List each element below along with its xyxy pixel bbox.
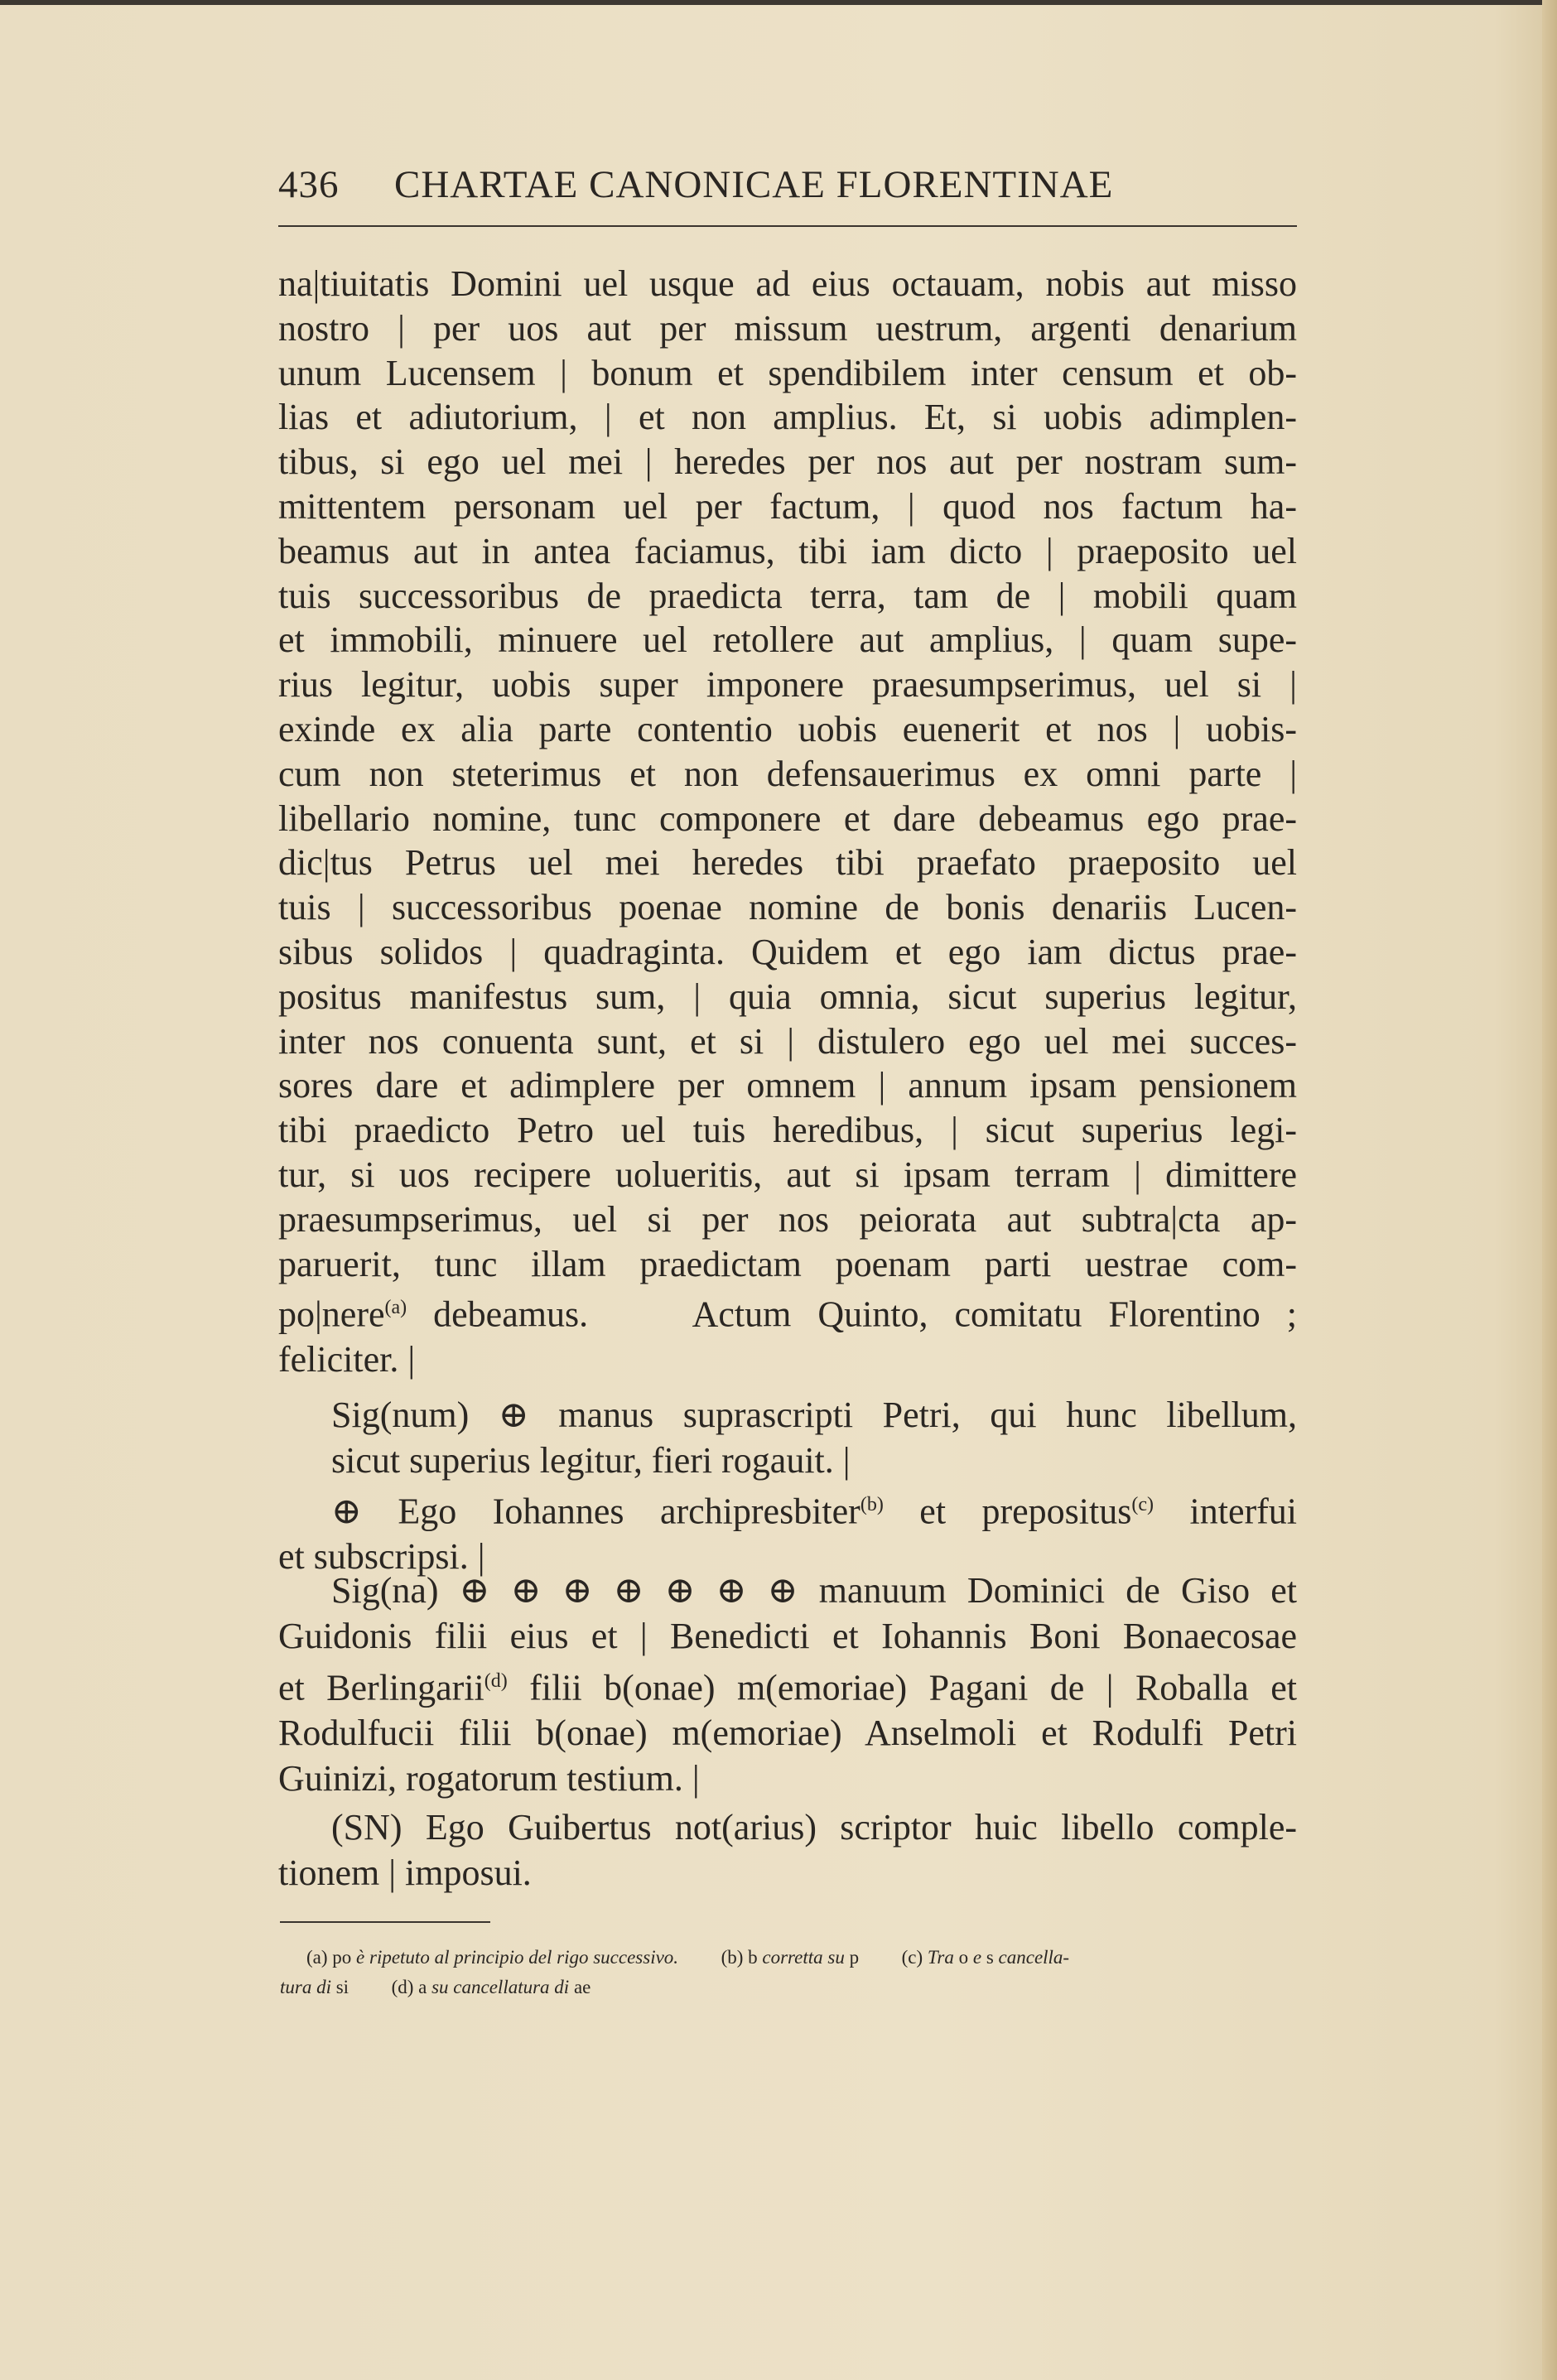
text-fragment: filii b(onae) m(emoriae) Pagani de | Roballa et xyxy=(507,1667,1297,1708)
footnote-text: o xyxy=(958,1947,969,1968)
signum-petri xyxy=(278,1393,1297,1483)
footnote-label: (c) xyxy=(901,1947,923,1968)
text-fragment: et Berlingarii xyxy=(278,1667,484,1708)
text-line: feliciter. | xyxy=(278,1338,416,1380)
text-line: rius legitur, uobis super imponere praesumpserimus, uel si | xyxy=(278,664,1297,706)
text-line: exinde ex alia parte contentio uobis euenerit et nos | uobis- xyxy=(278,708,1297,749)
iohannes-subscription xyxy=(278,1482,1297,1580)
footnote-ref-c: (c) xyxy=(1131,1494,1154,1515)
text-line xyxy=(278,1659,1297,1711)
footnote-rule xyxy=(280,1921,490,1923)
footnotes xyxy=(280,1943,1300,2002)
page-number: 436 xyxy=(278,163,340,206)
footnote-text: cancella- xyxy=(998,1947,1070,1968)
text-line: libellario nomine, tunc componere et dare debeamus ego prae- xyxy=(278,797,1297,839)
page-right-edge xyxy=(1542,0,1557,2380)
footnote-text: su cancellatura di xyxy=(431,1977,570,1997)
footnote-text: p xyxy=(849,1947,860,1968)
text-line: cum non steterimus et non defensauerimus ex omni parte | xyxy=(278,753,1297,794)
footnote-line xyxy=(306,1943,1300,1973)
text-line-with-note xyxy=(278,1286,1297,1337)
text-line: et subscripsi. | xyxy=(278,1536,485,1578)
text-line: sores dare et adimplere per omnem | annum ipsam pensionem xyxy=(278,1065,1297,1106)
text-line: sicut superius legitur, fieri rogauit. | xyxy=(331,1439,851,1481)
text-fragment: debeamus. Actum Quinto, comitatu Florentino ; xyxy=(407,1294,1297,1335)
running-header xyxy=(278,162,1297,207)
footnote-text: corretta su xyxy=(762,1947,845,1968)
text-line: dic|tus Petrus uel mei heredes tibi praefato praeposito uel xyxy=(278,842,1297,884)
footnote-text: è ripetuto al principio del rigo successivo. xyxy=(356,1947,679,1968)
text-line: sibus solidos | quadraginta. Quidem et ego iam dictus prae- xyxy=(278,931,1297,972)
text-line: Guidonis filii eius et | Benedicti et Iohannis Boni Bonaecosae xyxy=(278,1615,1297,1656)
footnote-line xyxy=(280,1973,1300,2002)
text-line xyxy=(278,1482,1297,1534)
text-line: na|tiuitatis Domini uel usque ad eius octauam, nobis aut misso xyxy=(278,263,1297,304)
text-line: tibi praedicto Petro uel tuis heredibus, | sicut superius legi- xyxy=(278,1110,1297,1151)
page-top-edge xyxy=(0,0,1557,5)
text-line: Guinizi, rogatorum testium. | xyxy=(278,1757,700,1799)
text-fragment: po|nere xyxy=(278,1294,385,1335)
text-fragment: et prepositus xyxy=(883,1491,1132,1532)
text-line: tibus, si ego uel mei | heredes per nos aut per nostram sum- xyxy=(278,441,1297,483)
text-line: mittentem personam uel per factum, | quod nos factum ha- xyxy=(278,485,1297,527)
text-line: tuis | successoribus poenae nomine de bonis denariis Lucen- xyxy=(278,887,1297,928)
text-fragment: ⊕ Ego Iohannes archipresbiter xyxy=(331,1491,860,1532)
text-line: paruerit, tunc illam praedictam poenam parti uestrae com- xyxy=(278,1243,1297,1284)
text-line: Rodulfucii filii b(onae) m(emoriae) Anselmoli et Rodulfi Petri xyxy=(278,1713,1297,1754)
footnote-text: Tra xyxy=(927,1947,954,1968)
text-line: tuis successoribus de praedicta terra, tam de | mobili quam xyxy=(278,575,1297,616)
footnote-text: tura di xyxy=(280,1977,331,1997)
running-title: CHARTAE CANONICAE FLORENTINAE xyxy=(394,163,1114,206)
text-line: (SN) Ego Guibertus not(arius) scriptor huic libello comple- xyxy=(331,1807,1297,1848)
text-line: nostro | per uos aut per missum uestrum, argenti denarium xyxy=(278,307,1297,349)
text-fragment: interfui xyxy=(1154,1491,1297,1532)
footnote-text: s xyxy=(986,1947,994,1968)
text-line: unum Lucensem | bonum et spendibilem inter censum et ob- xyxy=(278,352,1297,393)
signa-witnesses xyxy=(278,1568,1297,1801)
footnote-text: e xyxy=(972,1947,982,1968)
footnote-ref-b: (b) xyxy=(860,1494,884,1515)
footnote-label: (b) b xyxy=(721,1947,758,1968)
text-line: Sig(na) ⊕ ⊕ ⊕ ⊕ ⊕ ⊕ ⊕ manuum Dominici de Giso et xyxy=(331,1570,1297,1611)
footnote-label: (d) a xyxy=(391,1977,427,1997)
text-line: Sig(num) ⊕ manus suprascripti Petri, qui hunc libellum, xyxy=(331,1395,1297,1435)
footnote-text: si xyxy=(335,1977,349,1997)
text-line: tionem | imposui. xyxy=(278,1852,532,1893)
footnote-ref-d: (d) xyxy=(484,1670,508,1692)
notary-subscription xyxy=(278,1805,1297,1896)
text-line: et immobili, minuere uel retollere aut amplius, | quam supe- xyxy=(278,619,1297,661)
text-line: lias et adiutorium, | et non amplius. Et, si uobis adimplen- xyxy=(278,397,1297,438)
header-rule xyxy=(278,225,1297,227)
footnote-ref-a: (a) xyxy=(384,1297,407,1319)
text-line: beamus aut in antea faciamus, tibi iam dicto | praeposito uel xyxy=(278,530,1297,571)
text-line: praesumpserimus, uel si per nos peiorata aut subtra|cta ap- xyxy=(278,1198,1297,1240)
text-line: inter nos conuenta sunt, et si | distulero ego uel mei succes- xyxy=(278,1020,1297,1062)
footnote-text: ae xyxy=(573,1977,591,1997)
footnote-label: (a) po xyxy=(306,1947,352,1968)
text-line: positus manifestus sum, | quia omnia, sicut superius legitur, xyxy=(278,976,1297,1017)
text-line: tur, si uos recipere uolueritis, aut si ipsam terram | dimittere xyxy=(278,1154,1297,1195)
main-paragraph xyxy=(278,262,1297,1382)
